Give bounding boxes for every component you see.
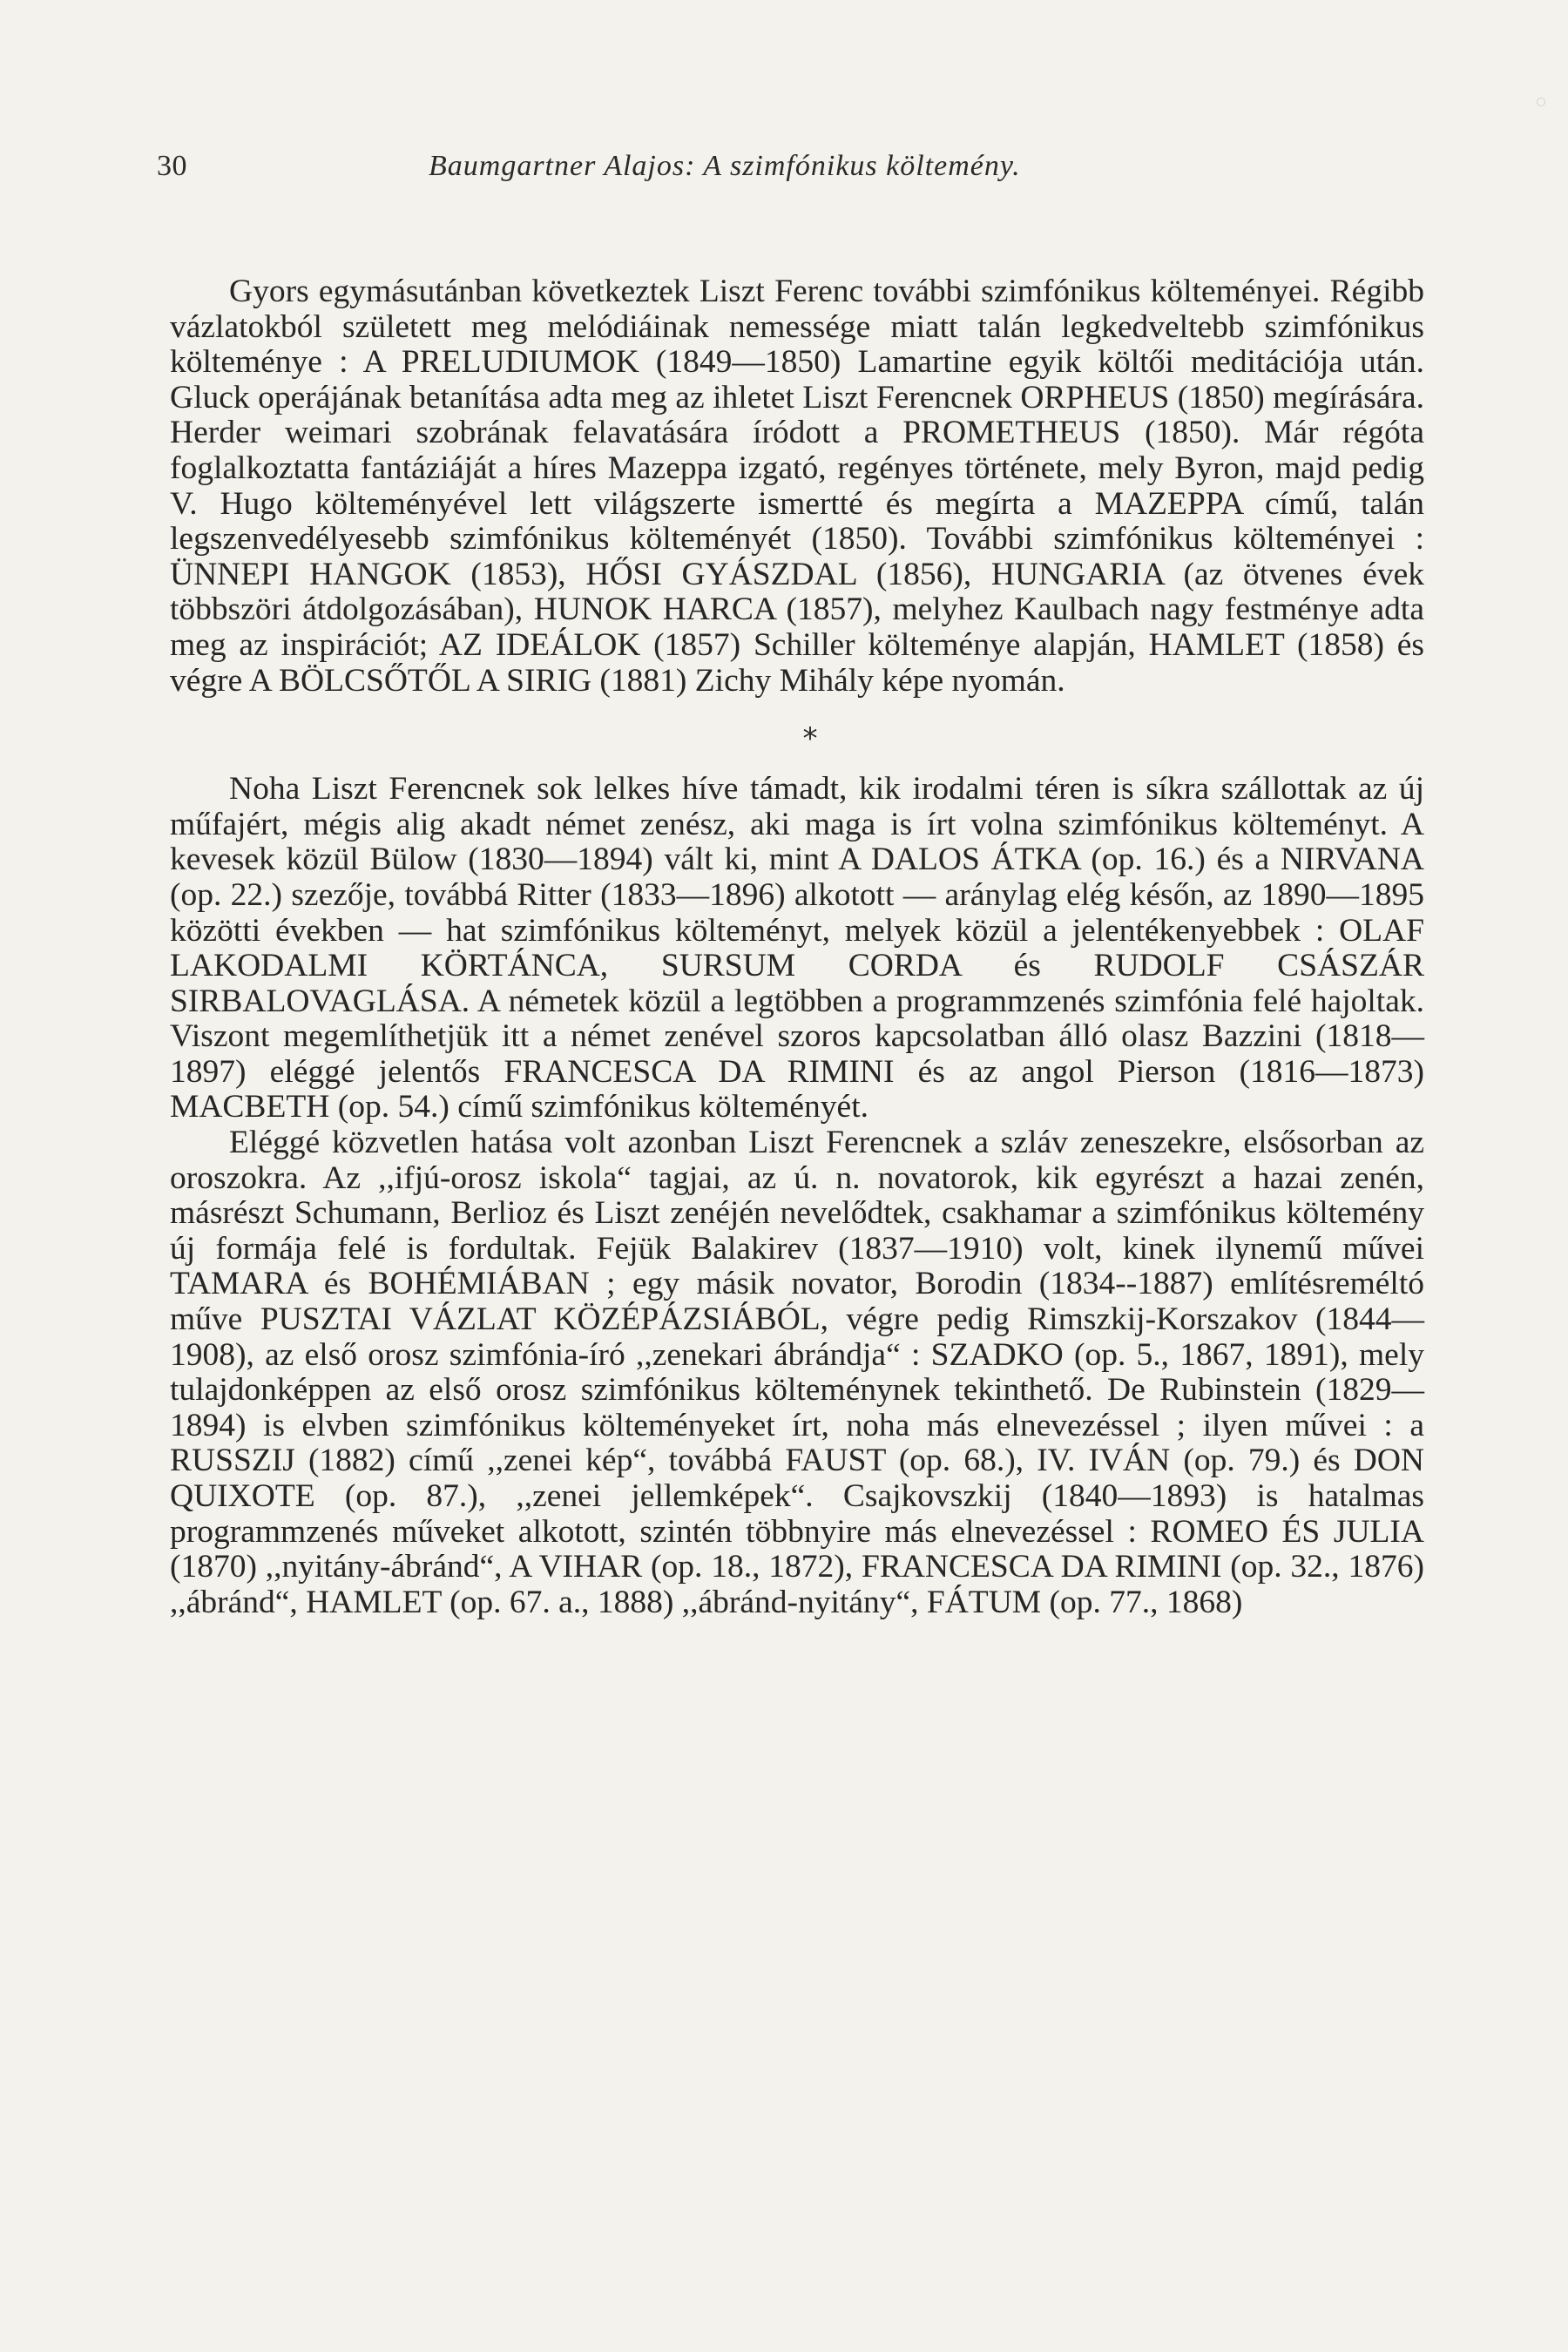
paper-speck [1537,98,1545,106]
section-separator-asterisk: * [802,721,818,757]
paragraph-slavic-composers: Eléggé közvetlen hatása volt azonban Liszt Ferencnek a szláv zeneszekre, elsősorban az oroszokra. Az ,,ifjú-orosz iskola“ tagjai, az ú. n. novatorok, kik egyrészt a hazai zenén, másrészt Schumann, Berlioz és Liszt zenéjén nevelődtek, csakhamar a szimfónikus költemény új formája felé is fordultak. Fejük Balakirev (1837—1910) volt, kinek ilynemű művei TAMARA és BOHÉMIÁBAN ; egy másik novator, Borodin (1834--1887) említésreméltó műve PUSZTAI VÁZLAT KÖZÉPÁZSIÁBÓL, végre pedig Rimszkij-Korszakov (1844—1908), az első orosz szimfónia-író ,,zenekari ábrándja“ : SZADKO (op. 5., 1867, 1891), mely tulajdonképpen az első orosz szimfónikus költeménynek tekinthető. De Rubinstein (1829—1894) is elvben szimfónikus költeményeket írt, noha más elnevezéssel ; ilyen művei : a RUSSZIJ (1882) című ,,zenei kép“, továbbá FAUST (op. 68.), IV. IVÁN (op. 79.) és DON QUIXOTE (op. 87.), ,,zenei jellemképek“. Csajkovszkij (1840—1893) is hatalmas programmzenés műveket alkotott, szintén többnyire más elnevezéssel : ROMEO ÉS JULIA (1870) ,,nyitány-ábránd“, A VIHAR (op. 18., 1872), FRANCESCA DA RIMINI (op. 32., 1876) ,,ábránd“, HAMLET (op. 67. a., 1888) ,,ábránd-nyitány“, FÁTUM (op. 77., 1868) [170,1125,1424,1620]
page-number: 30 [157,150,187,182]
paragraph-liszt-works: Gyors egymásutánban következtek Liszt Ferenc további szimfónikus költeményei. Régibb vázlatokból született meg melódiáinak nemessége miatt talán legkedveltebb szimfónikus költeménye : A PRELUDIUMOK (1849—1850) Lamartine egyik költői meditációja után. Gluck operájának betanítása adta meg az ihletet Liszt Ferencnek ORPHEUS (1850) megírására. Herder weimari szobrának felavatására íródott a PROMETHEUS (1850). Már régóta foglalkoztatta fantáziáját a híres Mazeppa izgató, regényes története, mely Byron, majd pedig V. Hugo költeményével lett világszerte ismertté és megírta a MAZEPPA című, talán legszenvedélyesebb szimfónikus költeményét (1850). További szimfónikus költeményei : ÜNNEPI HANGOK (1853), HŐSI GYÁSZDAL (1856), HUNGARIA (az ötvenes évek többszöri átdolgozásában), HUNOK HARCA (1857), melyhez Kaulbach nagy festménye adta meg az inspirációt; AZ IDEÁLOK (1857) Schiller költeménye alapján, HAMLET (1858) és végre A BÖLCSŐTŐL A SIRIG (1881) Zichy Mihály képe nyomán. [170,274,1424,699]
running-head: Baumgartner Alajos: A szimfónikus költemény. [429,150,1021,182]
paragraph-german-followers: Noha Liszt Ferencnek sok lelkes híve támadt, kik irodalmi téren is síkra szállottak az új műfajért, mégis alig akadt német zenész, aki maga is írt volna szimfónikus költeményt. A kevesek közül Bülow (1830—1894) vált ki, mint A DALOS ÁTKA (op. 16.) és a NIRVANA (op. 22.) szezője, továbbá Ritter (1833—1896) alkotott — aránylag elég későn, az 1890—1895 közötti években — hat szimfónikus költeményt, melyek közül a jelentékenyebbek : OLAF LAKODALMI KÖRTÁNCA, SURSUM CORDA és RUDOLF CSÁSZÁR SIRBALOVAGLÁSA. A németek közül a legtöbben a programmzenés szimfónia felé hajoltak. Viszont megemlíthetjük itt a német zenével szoros kapcsolatban álló olasz Bazzini (1818—1897) eléggé jelentős FRANCESCA DA RIMINI és az angol Pierson (1816—1873) MACBETH (op. 54.) című szimfónikus költeményét. [170,771,1424,1125]
body-text [170,274,1424,1620]
page-header [157,150,1429,202]
